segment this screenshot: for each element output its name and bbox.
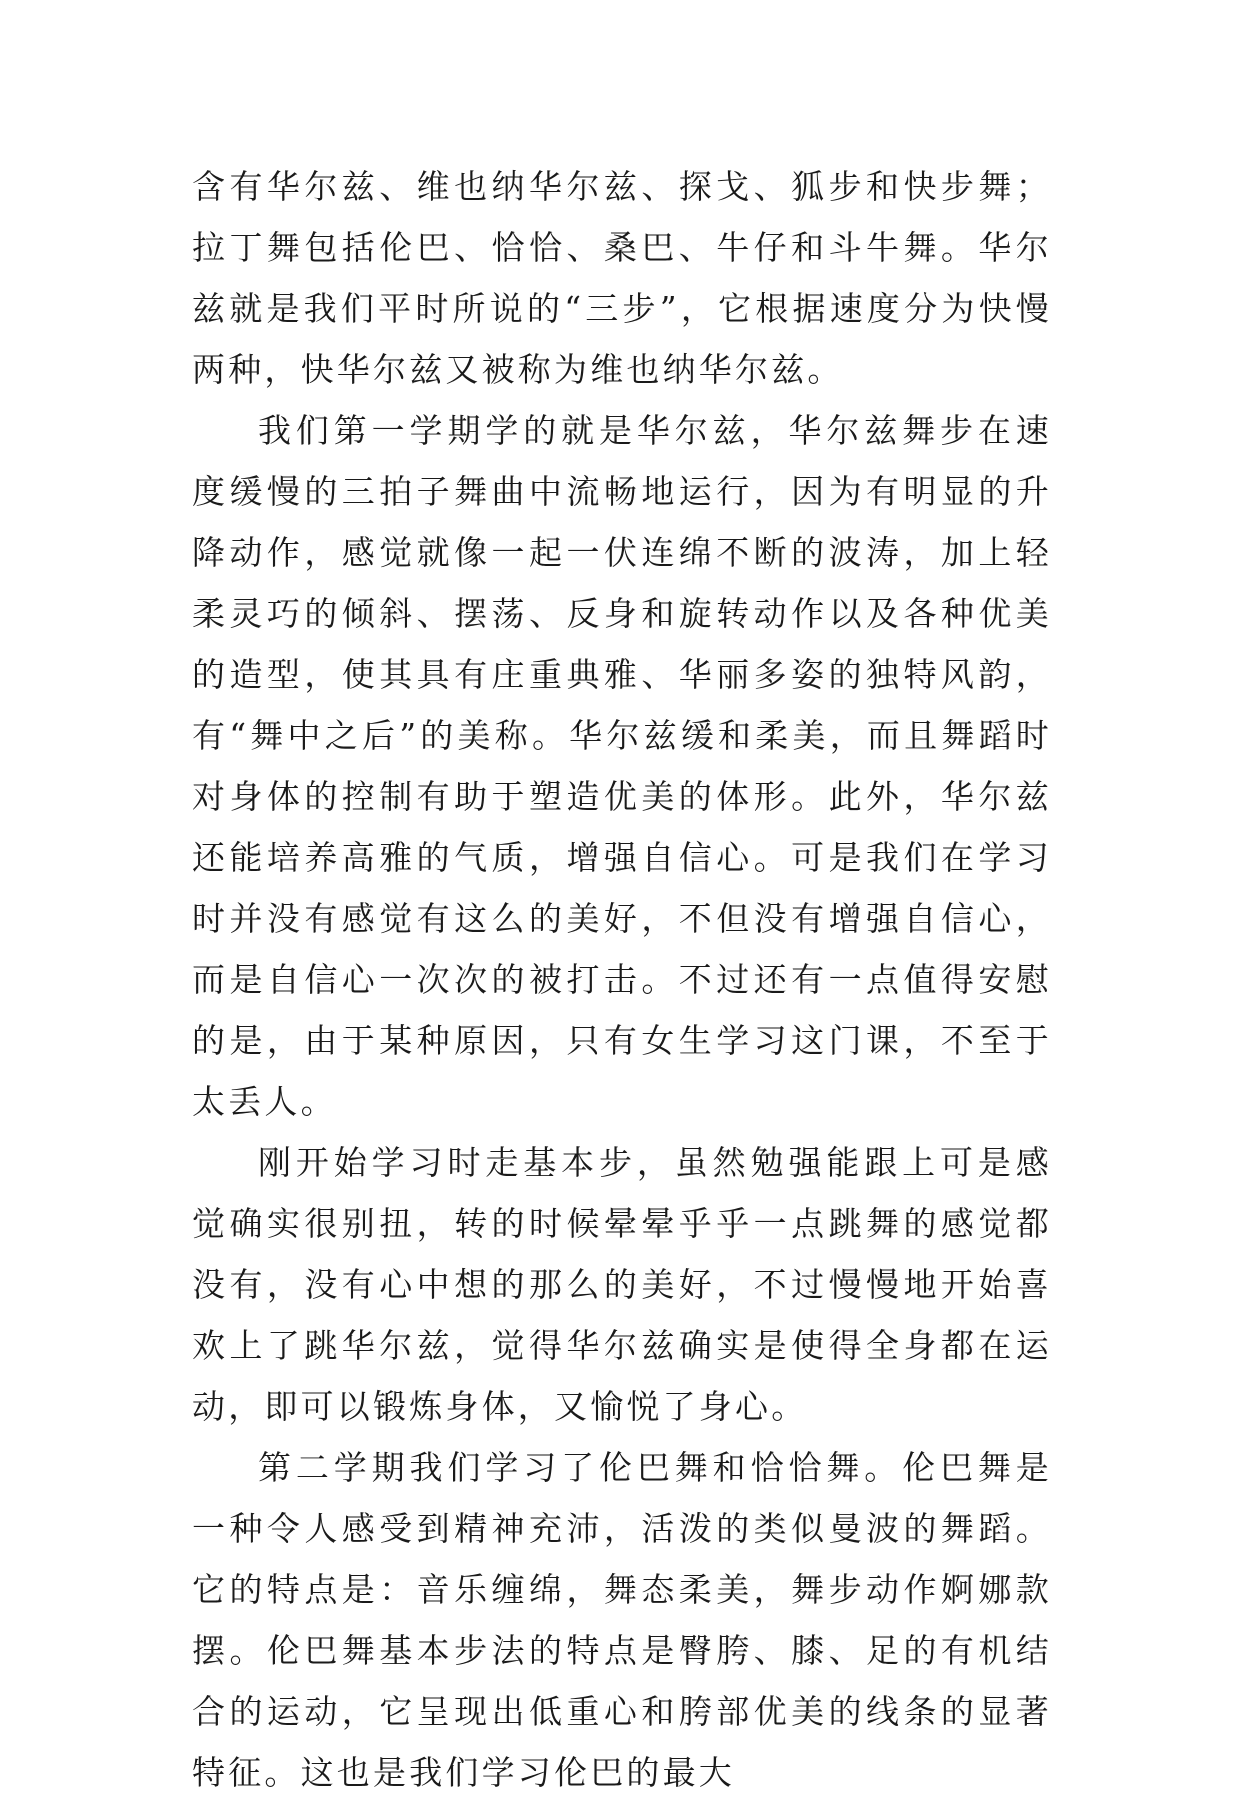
paragraph-waltz-first-semester: 我们第一学期学的就是华尔兹，华尔兹舞步在速度缓慢的三拍子舞曲中流畅地运行，因为有明显的升降动作，感觉就像一起一伏连绵不断的波涛，加上轻柔灵巧的倾斜、摆荡、反身和旋转动作以及各种优美的造型，使其具有庄重典雅、华丽多姿的独特风韵，有“舞中之后”的美称。华尔兹缓和柔美，而且舞蹈时对身体的控制有助于塑造优美的体形。此外，华尔兹还能培养高雅的气质，增强自信心。可是我们在学习时并没有感觉有这么的美好，不但没有增强自信心，而是自信心一次次的被打击。不过还有一点值得安慰的是，由于某种原因，只有女生学习这门课，不至于太丢人。 [192,411,1052,1121]
paragraph-rumba-chacha: 第二学期我们学习了伦巴舞和恰恰舞。伦巴舞是一种令人感受到精神充沛，活泼的类似曼波的舞蹈。它的特点是：音乐缠绵，舞态柔美，舞步动作婀娜款摆。伦巴舞基本步法的特点是臀胯、膝、足的有机结合的运动，它呈现出低重心和胯部优美的线条的显著特征。这也是我们学习伦巴的最大 [192,1448,1052,1792]
paragraph-basic-steps: 刚开始学习时走基本步，虽然勉强能跟上可是感觉确实很别扭，转的时候晕晕乎乎一点跳舞的感觉都没有，没有心中想的那么的美好，不过慢慢地开始喜欢上了跳华尔兹，觉得华尔兹确实是使得全身都在运动，即可以锻炼身体，又愉悦了身心。 [192,1143,1052,1426]
body-text [192,156,1052,1803]
paragraph-continuation: 含有华尔兹、维也纳华尔兹、探戈、狐步和快步舞；拉丁舞包括伦巴、恰恰、桑巴、牛仔和斗牛舞。华尔兹就是我们平时所说的“三步”，它根据速度分为快慢两种，快华尔兹又被称为维也纳华尔兹。 [192,167,1052,389]
